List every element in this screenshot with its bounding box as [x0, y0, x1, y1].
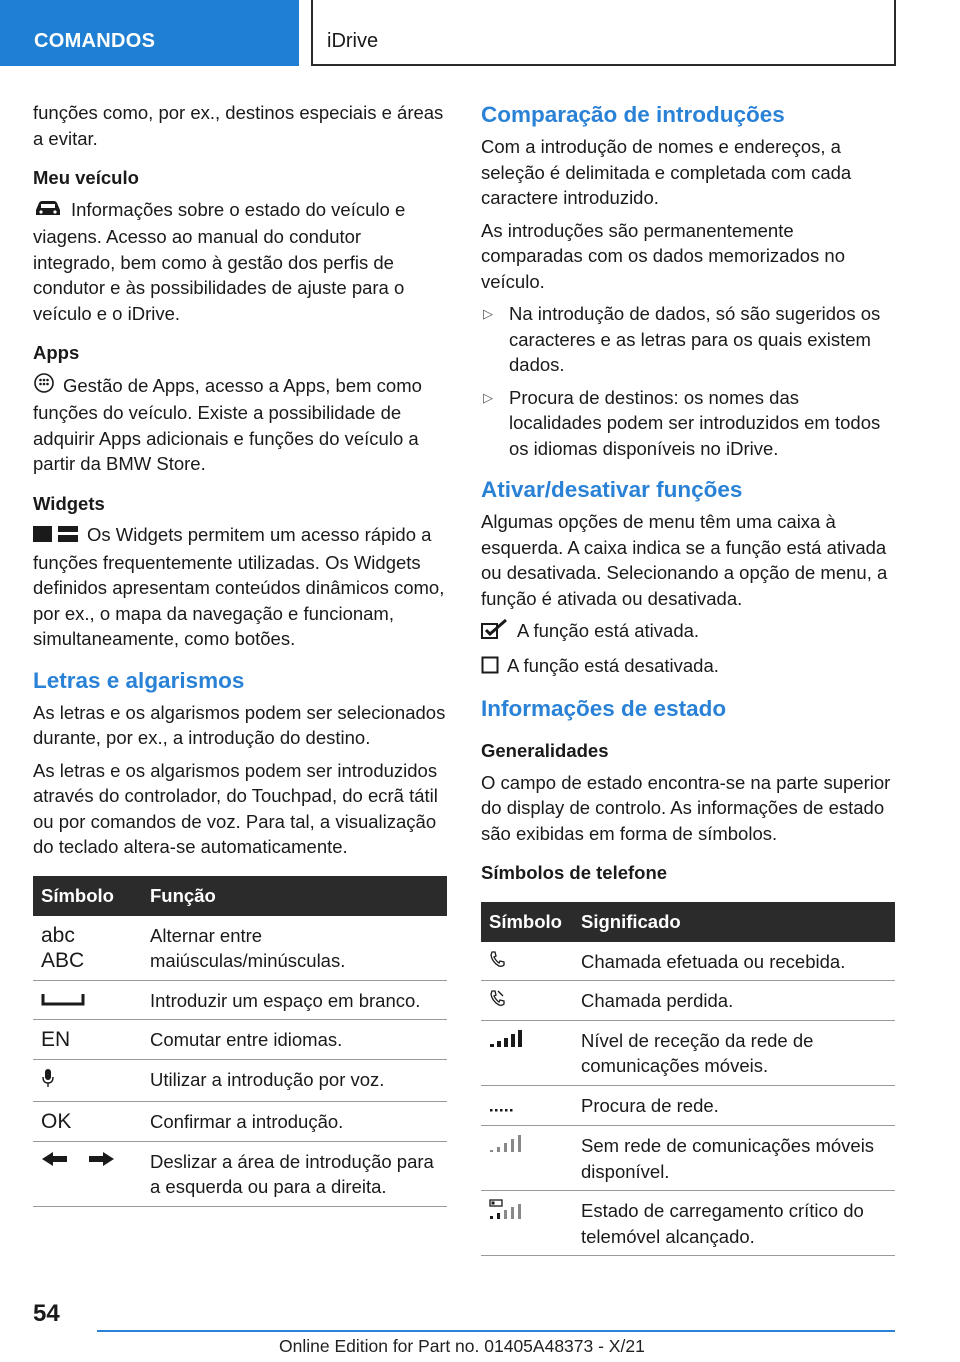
triangle-bullet-icon: ▷	[483, 389, 493, 405]
table-row	[481, 1191, 895, 1256]
list-item: ▷ Na introdução de dados, só são sugeridos os caracteres e as letras para os quais existem dados.	[483, 303, 881, 375]
widgets-text: Os Widgets permitem um acesso rápido a funções frequentemente utilizadas. Os Widgets definidos apresentam conteúdos dinâmicos como, por ex., o mapa da navegação e funcionam, simultaneamente, como botões.	[33, 524, 445, 649]
phone-call-icon	[481, 942, 573, 981]
table-row	[33, 1141, 447, 1206]
generalidades-paragraph: O campo de estado encontra-se na parte superior do display de controlo. As informações de estado são exibidas em forma de símbolos.	[481, 771, 891, 844]
arrows-left-right-icon	[33, 1141, 142, 1206]
network-search-icon	[481, 1085, 573, 1126]
chapter-tab	[311, 0, 896, 66]
no-network-icon	[481, 1126, 573, 1191]
checkbox-checked-icon	[481, 619, 509, 646]
apps-heading: Apps	[33, 342, 80, 363]
ativar-heading: Ativar/desativar funções	[481, 477, 743, 502]
comparacao-heading: Comparação de introduções	[481, 102, 785, 127]
letras-paragraph-2: As letras e os algarismos podem ser introduzidos através do controlador, do Touchpad, do ecrã tátil ou por comandos de voz. Para tal, a visualização do teclado altera-se automaticamente.	[33, 759, 438, 857]
triangle-bullet-icon: ▷	[483, 306, 493, 321]
table-header-meaning: Significado	[573, 902, 895, 942]
table-cell-text: Deslizar a área de introdução para a esquerda ou para a direita.	[142, 1141, 447, 1206]
footer-edition: Online Edition for Part no. 01405A48373 - X/21	[279, 1336, 645, 1356]
table-cell-text: Comutar entre idiomas.	[142, 1020, 447, 1060]
telefone-symbol-table	[481, 902, 895, 1257]
table-header-row	[33, 876, 447, 916]
table-cell-text: Utilizar a introdução por voz.	[142, 1059, 447, 1102]
table-cell-text: Nível de receção da rede de comunicações móveis.	[573, 1020, 895, 1085]
table-header-row	[481, 902, 895, 942]
section-title: COMANDOS	[34, 30, 156, 52]
table-row	[481, 1126, 895, 1191]
ativar-paragraph: Algumas opções de menu têm uma caixa à esquerda. A caixa indica se a função está ativada ou desativada. Selecionando a opção de menu, a função é ativada ou desativada.	[481, 511, 888, 609]
apps-icon	[33, 372, 55, 401]
comparacao-list	[481, 301, 895, 461]
checkbox-unchecked-icon	[481, 655, 499, 681]
table-cell-text: Sem rede de comunicações móveis disponível.	[573, 1126, 895, 1191]
car-icon	[33, 198, 63, 225]
table-cell-text: Chamada efetuada ou recebida.	[573, 942, 895, 981]
missed-call-icon	[481, 981, 573, 1021]
apps-text: Gestão de Apps, acesso a Apps, bem como funções do veículo. Existe a possibilidade de adquirir Apps adicionais e funções do veículo a partir da BMW Store.	[33, 374, 422, 474]
table-row	[33, 916, 447, 981]
table-row	[33, 1020, 447, 1060]
table-cell-text: Introduzir um espaço em branco.	[142, 980, 447, 1020]
widgets-heading: Widgets	[33, 492, 105, 514]
confirm-symbol: OK	[33, 1102, 142, 1142]
footer-divider	[97, 1330, 895, 1332]
table-row	[33, 1059, 447, 1102]
chapter-title: iDrive	[327, 30, 379, 52]
section-tab	[0, 0, 299, 66]
list-item: ▷ Procura de destinos: os nomes das localidades podem ser introduzidos em todos os idiomas disponíveis no iDrive.	[483, 386, 881, 459]
apps-paragraph	[33, 372, 447, 477]
right-column	[481, 100, 895, 1256]
table-header-symbol: Símbolo	[33, 876, 142, 916]
page-number: 54	[33, 1300, 60, 1327]
table-row	[481, 942, 895, 981]
desativada-line: A função está desativada.	[481, 653, 895, 681]
comparacao-paragraph-1: Com a introdução de nomes e endereços, a seleção é delimitada e completada com cada caractere introduzido.	[481, 136, 852, 208]
meu-veiculo-heading: Meu veículo	[33, 167, 139, 188]
table-row	[33, 980, 447, 1020]
table-header-function: Função	[142, 876, 447, 916]
ativada-line: A função está ativada.	[481, 618, 895, 646]
meu-veiculo-text: Informações sobre o estado do veículo e viagens. Acesso ao manual do condutor integrado, bem como à gestão dos perfis de condutor e às possibilidades de ajuste para o veículo e o iDrive.	[33, 198, 406, 324]
table-row	[481, 1085, 895, 1126]
table-row	[33, 1102, 447, 1142]
table-cell-text: Confirmar a introdução.	[142, 1102, 447, 1142]
space-bar-icon	[33, 980, 142, 1020]
microphone-icon	[33, 1059, 142, 1102]
signal-full-icon	[481, 1020, 573, 1085]
meu-veiculo-paragraph	[33, 197, 447, 327]
left-column	[33, 100, 447, 1207]
generalidades-heading: Generalidades	[481, 740, 609, 761]
intro-paragraph: funções como, por ex., destinos especiais e áreas a evitar.	[33, 102, 444, 149]
table-cell-text: Alternar entre maiúsculas/minúsculas.	[142, 916, 447, 981]
widgets-paragraph	[33, 522, 447, 652]
table-cell-text: Estado de carregamento crítico do telemóvel alcançado.	[573, 1191, 895, 1256]
letras-paragraph-1: As letras e os algarismos podem ser selecionados durante, por ex., a introdução do destino.	[33, 701, 446, 748]
language-symbol: EN	[33, 1020, 142, 1060]
table-row	[481, 981, 895, 1021]
telefone-heading: Símbolos de telefone	[481, 862, 668, 883]
table-header-symbol: Símbolo	[481, 902, 573, 942]
table-cell-text: Procura de rede.	[573, 1085, 895, 1126]
battery-critical-icon	[481, 1191, 573, 1256]
letras-symbol-table	[33, 876, 447, 1207]
comparacao-paragraph-2: As introduções são permanentemente comparadas com os dados memorizados no veículo.	[481, 219, 846, 292]
info-estado-heading: Informações de estado	[481, 696, 727, 721]
case-toggle-symbol: abc ABC	[33, 916, 142, 981]
table-row	[481, 1020, 895, 1085]
widgets-icon	[33, 524, 79, 550]
letras-heading: Letras e algarismos	[33, 667, 245, 693]
table-cell-text: Chamada perdida.	[573, 981, 895, 1021]
